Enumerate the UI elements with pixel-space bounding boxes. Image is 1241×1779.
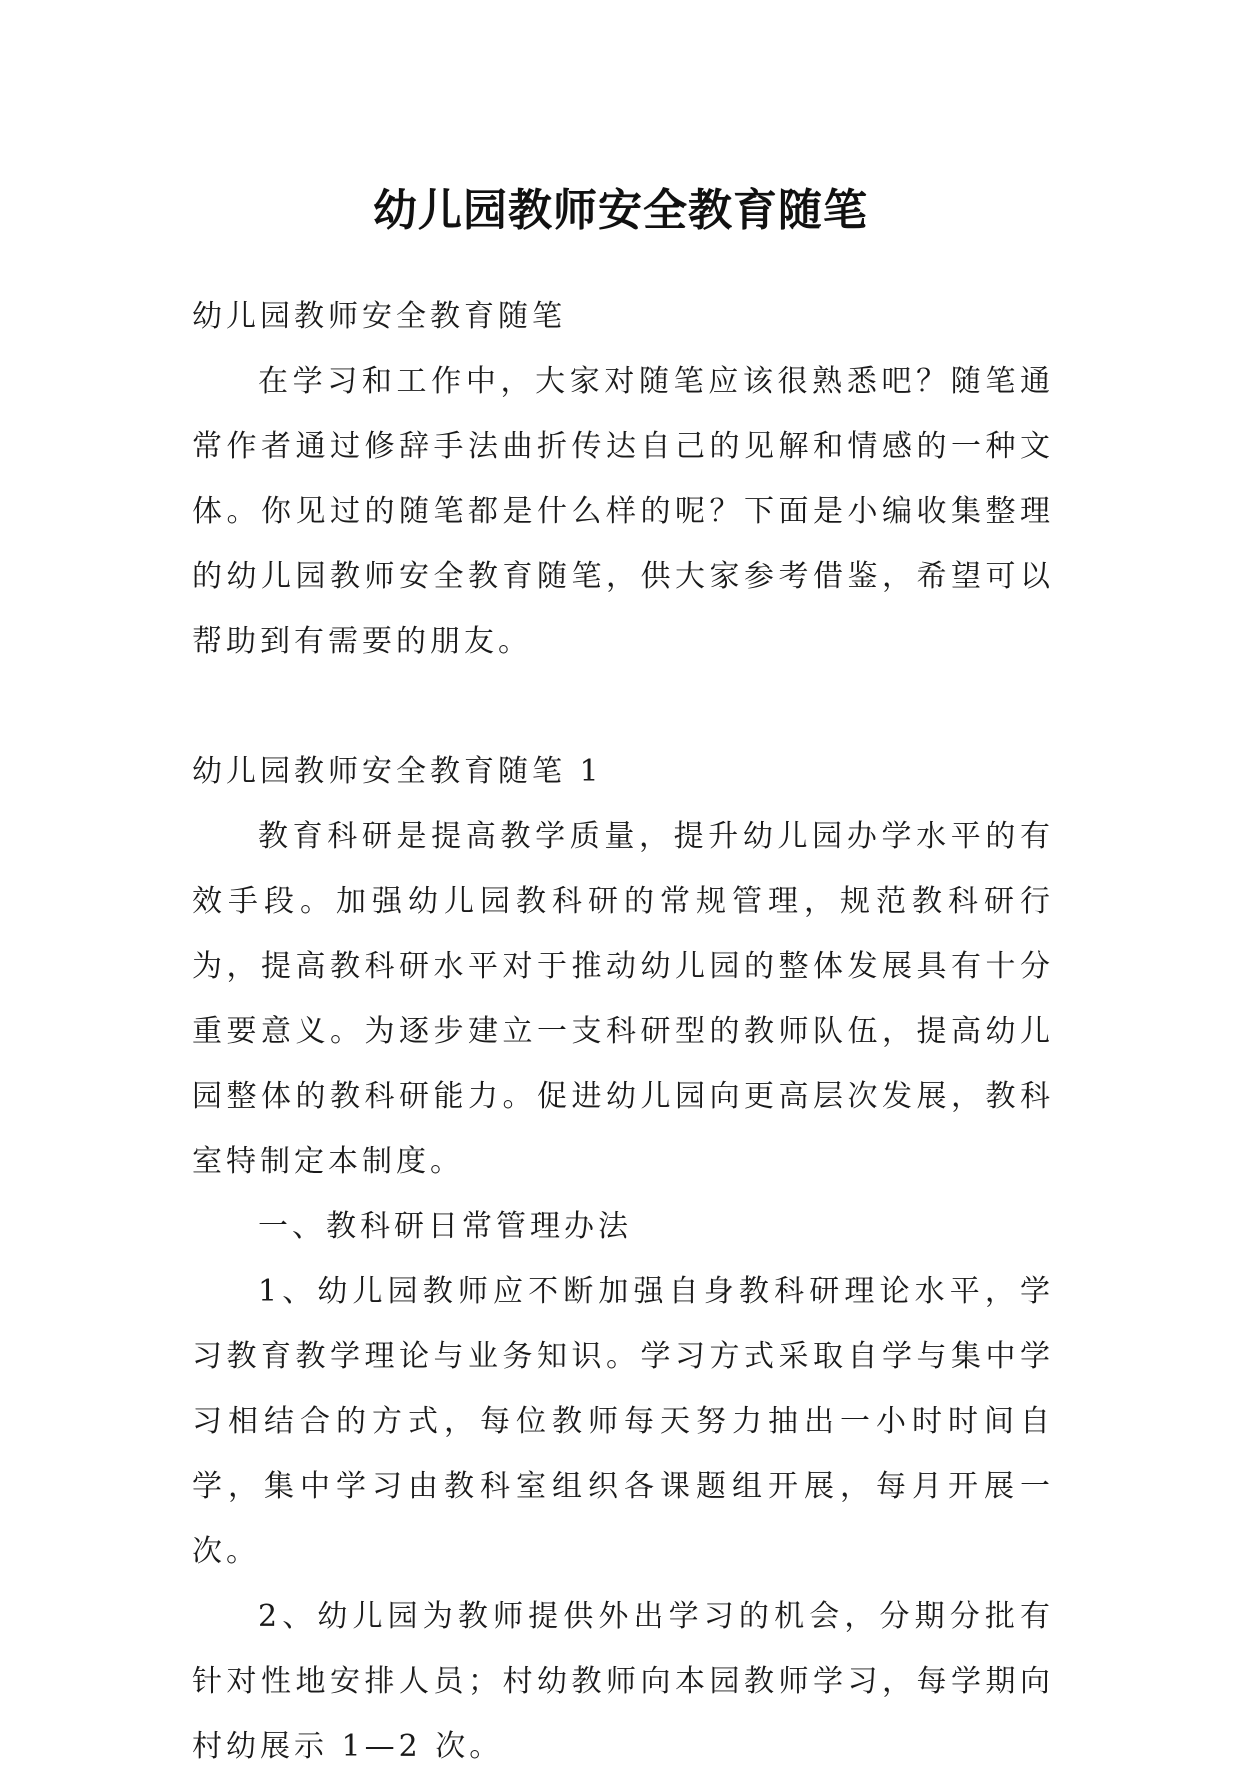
document-body xyxy=(192,284,1054,1779)
list-item-2: 2、幼儿园为教师提供外出学习的机会，分期分批有针对性地安排人员；村幼教师向本园教师学习，每学期向村幼展示 1—2 次。 xyxy=(192,1599,1054,1764)
subsection-heading: 一、教科研日常管理办法 xyxy=(258,1209,632,1244)
section-spacer xyxy=(192,674,1054,739)
intro-paragraph: 在学习和工作中，大家对随笔应该很熟悉吧？随笔通常作者通过修辞手法曲折传达自己的见解和情感的一种文体。你见过的随笔都是什么样的呢？下面是小编收集整理的幼儿园教师安全教育随笔，供大家参考借鉴，希望可以帮助到有需要的朋友。 xyxy=(192,364,1054,659)
document-title: 幼儿园教师安全教育随笔 xyxy=(373,185,868,237)
list-item-1: 1、幼儿园教师应不断加强自身教科研理论水平，学习教育教学理论与业务知识。学习方式采取自学与集中学习相结合的方式，每位教师每天努力抽出一小时时间自学，集中学习由教科室组织各课题组开展，每月开展一次。 xyxy=(192,1274,1054,1569)
section-1-paragraph: 教育科研是提高教学质量，提升幼儿园办学水平的有效手段。加强幼儿园教科研的常规管理，规范教科研行为，提高教科研水平对于推动幼儿园的整体发展具有十分重要意义。为逐步建立一支科研型的教师队伍，提高幼儿园整体的教科研能力。促进幼儿园向更高层次发展，教科室特制定本制度。 xyxy=(192,819,1054,1179)
intro-heading: 幼儿园教师安全教育随笔 xyxy=(192,299,566,334)
section-1-heading: 幼儿园教师安全教育随笔 1 xyxy=(192,754,603,789)
